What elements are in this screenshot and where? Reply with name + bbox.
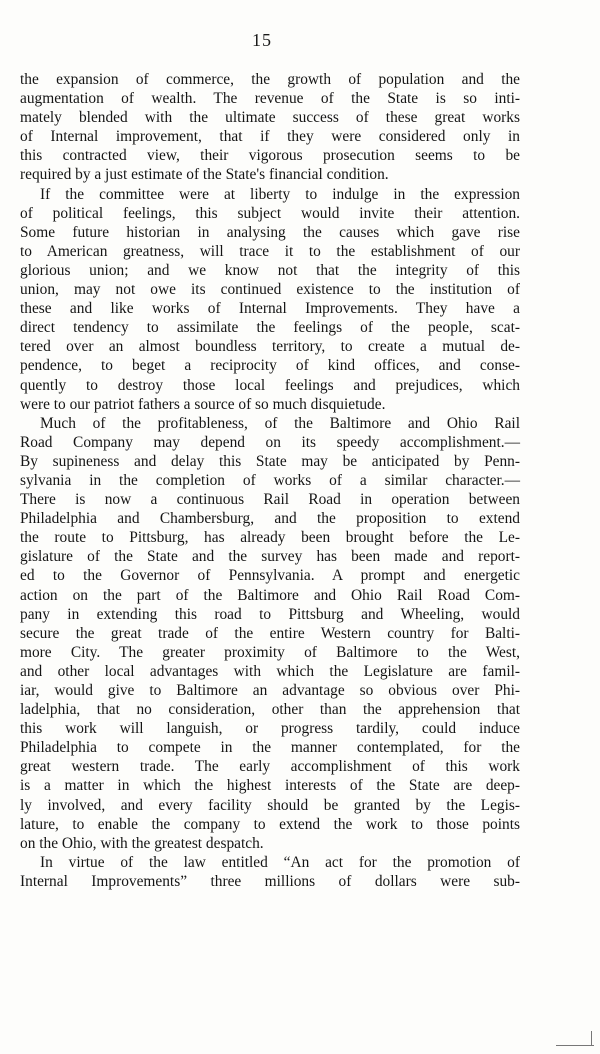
text-line: tered over an almost boundless territory, to create a mutual de- [20, 338, 520, 356]
text-line: of Internal improvement, that if they were considered only in [20, 128, 520, 146]
text-line: iar, would give to Baltimore an advantage so obvious over Phi- [20, 682, 520, 699]
text-line: glorious union; and we know not that the integrity of this [20, 261, 520, 279]
text-line: is a matter in which the highest interests of the State are deep- [20, 777, 520, 795]
text-line: mately blended with the ultimate success of these great works [20, 109, 520, 127]
text-line: this contracted view, their vigorous prosecution seems to be [20, 147, 520, 165]
page-number: 15 [252, 30, 272, 50]
page-corner-mark [556, 1029, 594, 1046]
text-line: were to our patriot fathers a source of so much disquietude. [20, 395, 386, 413]
text-line: Philadelphia to compete in the manner contemplated, for the [20, 739, 520, 757]
text-line: Road Company may depend on its speedy accomplishment.— [20, 433, 520, 451]
text-line: union, may not owe its continued existence to the institution of [20, 281, 520, 299]
text-line: gislature of the State and the survey has been made and report- [20, 548, 520, 566]
text-line: lature, to enable the company to extend the work to those points [20, 815, 520, 833]
paragraph [20, 414, 520, 853]
text-line: on the Ohio, with the greatest despatch. [20, 834, 264, 852]
text-line: There is now a continuous Rail Road in operation between [20, 491, 520, 509]
text-line: Internal Improvements” three millions of dollars were sub- [20, 872, 520, 890]
text-line: Some future historian in analysing the causes which gave rise [20, 223, 520, 241]
paragraph [20, 185, 520, 414]
text-line: required by a just estimate of the State's financial condition. [20, 166, 389, 184]
text-line: pendence, to beget a reciprocity of kind offices, and conse- [20, 357, 520, 375]
text-line: great western trade. The early accomplishment of this work [20, 758, 520, 776]
text-line: of political feelings, this subject would invite their attention. [20, 204, 520, 222]
text-line: ly involved, and every facility should be granted by the Legis- [20, 796, 520, 814]
text-line: the expansion of commerce, the growth of population and the [20, 71, 520, 88]
text-line: If the committee were at liberty to indulge in the expression [40, 185, 520, 203]
text-line: this work will languish, or progress tardily, could induce [20, 720, 520, 738]
text-line: action on the part of the Baltimore and Ohio Rail Road Com- [20, 586, 520, 604]
text-line: more City. The greater proximity of Baltimore to the West, [20, 643, 520, 661]
text-line: quently to destroy those local feelings and prejudices, which [20, 376, 520, 394]
text-line: In virtue of the law entitled “An act for the promotion of [40, 853, 520, 871]
paragraph [20, 70, 520, 185]
text-line: ladelphia, that no consideration, other than the apprehension that [20, 701, 520, 719]
text-line: Much of the profitableness, of the Baltimore and Ohio Rail [40, 414, 520, 432]
text-line: secure the great trade of the entire Western country for Balti- [20, 624, 520, 642]
text-line: By supineness and delay this State may be anticipated by Penn- [20, 452, 520, 470]
text-line: pany in extending this road to Pittsburg and Wheeling, would [20, 605, 520, 623]
text-line: these and like works of Internal Improvements. They have a [20, 300, 520, 318]
text-line: direct tendency to assimilate the feelings of the people, scat- [20, 319, 520, 337]
text-line: ed to the Governor of Pennsylvania. A prompt and energetic [20, 567, 520, 585]
body-text [20, 70, 520, 891]
text-line: the route to Pittsburg, has already been brought before the Le- [20, 529, 520, 547]
text-line: to American greatness, will trace it to the establishment of our [20, 242, 520, 260]
text-line: and other local advantages with which the Legislature are famil- [20, 662, 520, 680]
text-line: sylvania in the completion of works of a similar character.— [20, 471, 520, 489]
text-line: Philadelphia and Chambersburg, and the proposition to extend [20, 510, 520, 528]
paragraph [20, 853, 520, 891]
text-line: augmentation of wealth. The revenue of the State is so inti- [20, 90, 520, 108]
